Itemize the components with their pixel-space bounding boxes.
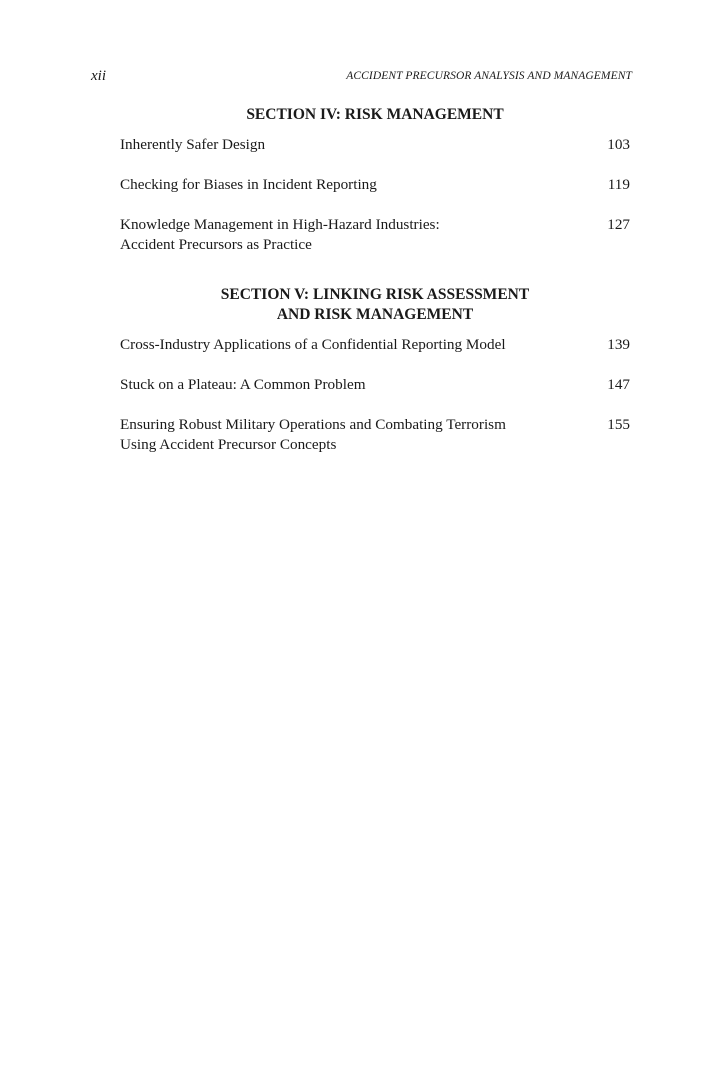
toc-entry [120,375,630,395]
section-heading-iv [120,105,630,125]
toc-entry-title-line: Knowledge Management in High-Hazard Industries: [120,216,440,233]
toc-entry-title-line: Stuck on a Plateau: A Common Problem [120,376,366,393]
section-heading-v [120,285,630,325]
toc-entry [120,175,630,195]
toc-entry-page: 147 [607,376,630,393]
toc-entry-title-line: Checking for Biases in Incident Reporting [120,176,377,193]
running-head [91,68,632,88]
section-heading-line: AND RISK MANAGEMENT [276,306,474,323]
section-heading-line: SECTION IV: RISK MANAGEMENT [246,106,504,123]
toc-entry [120,215,630,255]
toc-entry-page: 103 [607,136,630,153]
toc-entry-title [120,415,570,455]
toc-entry-title [120,215,570,255]
toc-entry-title-line: Cross-Industry Applications of a Confidential Reporting Model [120,336,506,353]
toc-entry [120,335,630,355]
toc-entry-title-line: Using Accident Precursor Concepts [120,436,337,453]
book-title-header: ACCIDENT PRECURSOR ANALYSIS AND MANAGEMENT [346,70,632,82]
toc-entry-title [120,135,570,155]
toc-entry-title-line: Accident Precursors as Practice [120,236,312,253]
toc-entry-page: 139 [607,336,630,353]
toc-entry-page: 127 [607,216,630,233]
toc-entry-page: 119 [607,176,630,193]
toc-entry [120,135,630,155]
toc-entry-page: 155 [607,416,630,433]
toc-entry-title [120,335,570,355]
section-heading-line: SECTION V: LINKING RISK ASSESSMENT [220,286,530,303]
toc-entry-title-line: Inherently Safer Design [120,136,266,153]
toc-entry [120,415,630,455]
toc-entry-title [120,375,570,395]
toc-entry-title-line: Ensuring Robust Military Operations and Combating Terrorism [120,416,506,433]
page-number-folio: xii [91,68,106,84]
toc-entry-title [120,175,570,195]
